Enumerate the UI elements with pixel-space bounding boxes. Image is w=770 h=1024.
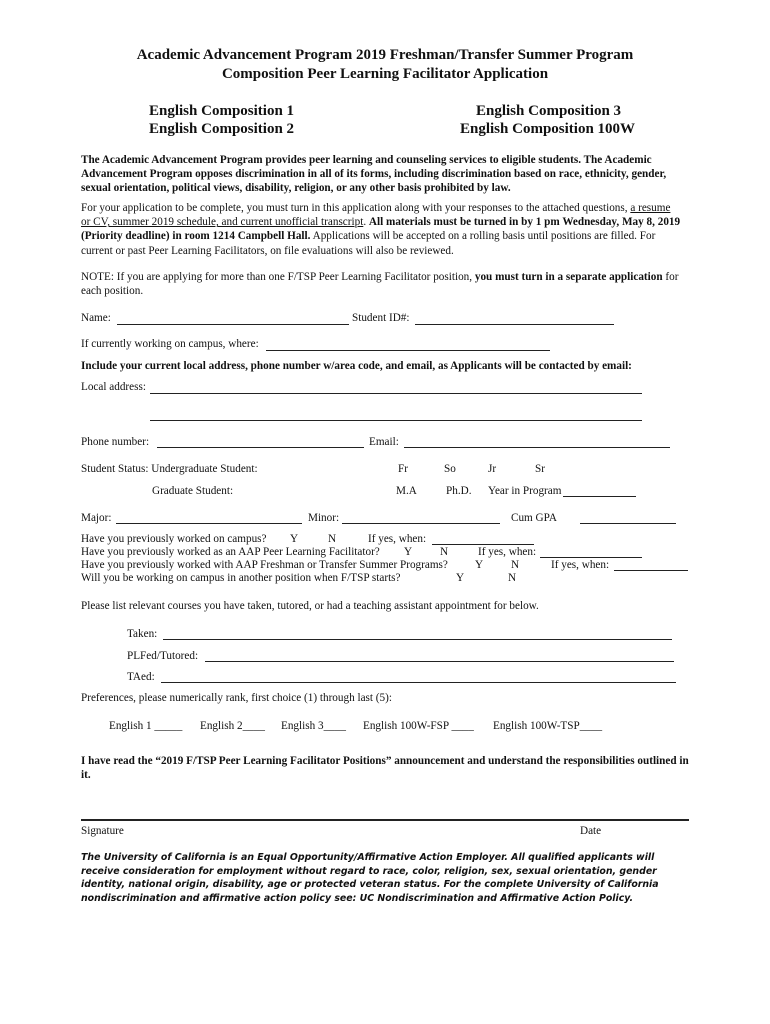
grad-option-ma[interactable]: M.A <box>396 485 417 497</box>
major-label: Major: <box>81 512 112 524</box>
page-subtitle: Composition Peer Learning Facilitator Application <box>221 66 549 82</box>
acknowledgement: I have read the “2019 F/TSP Peer Learning Facilitator Positions” announcement and understand the responsibilities outlined in it. <box>81 755 689 782</box>
phone-label: Phone number: <box>81 436 150 448</box>
preferences-prompt: Preferences, please numerically rank, first choice (1) through last (5): <box>81 692 392 704</box>
course-english-2: English Composition 2 <box>149 121 295 137</box>
q1-yes[interactable]: Y <box>290 533 299 545</box>
q1-no[interactable]: N <box>328 533 337 545</box>
q2-when-field[interactable] <box>540 557 642 558</box>
q1-when-field[interactable] <box>432 544 534 545</box>
grad-option-phd[interactable]: Ph.D. <box>446 485 472 497</box>
working-campus-field[interactable] <box>266 350 550 351</box>
student-status-label: Student Status: Undergraduate Student: <box>81 463 258 475</box>
pref-english-100w-fsp[interactable]: English 100W-FSP ____ <box>363 720 474 732</box>
local-address-field-line2[interactable] <box>150 420 642 421</box>
status-option-so[interactable]: So <box>444 463 456 475</box>
plfed-field[interactable] <box>205 661 674 662</box>
year-in-program-field[interactable] <box>563 496 636 497</box>
taed-field[interactable] <box>161 682 676 683</box>
cum-gpa-label: Cum GPA <box>511 512 557 524</box>
taken-label: Taken: <box>127 628 158 640</box>
q2-when-label: If yes, when: <box>478 546 537 558</box>
major-field[interactable] <box>116 523 302 524</box>
question-aap-summer: Have you previously worked with AAP Freshman or Transfer Summer Programs? <box>81 559 448 571</box>
courses-prompt: Please list relevant courses you have taken, tutored, or had a teaching assistant appointment for below. <box>81 600 539 612</box>
phone-field[interactable] <box>157 447 364 448</box>
q3-when-field[interactable] <box>614 570 688 571</box>
pref-english-1[interactable]: English 1 _____ <box>109 720 183 732</box>
year-in-program-label: Year in Program <box>488 485 562 497</box>
taed-label: TAed: <box>127 671 155 683</box>
q4-yes[interactable]: Y <box>456 572 465 584</box>
question-other-position: Will you be working on campus in another position when F/TSP starts? <box>81 572 401 584</box>
q4-no[interactable]: N <box>508 572 517 584</box>
date-label: Date <box>580 825 602 837</box>
name-label: Name: <box>81 312 111 324</box>
course-english-3: English Composition 3 <box>476 103 622 119</box>
student-id-field[interactable] <box>415 324 614 325</box>
cum-gpa-field[interactable] <box>580 523 676 524</box>
student-id-label: Student ID#: <box>352 312 410 324</box>
pref-english-100w-tsp[interactable]: English 100W-TSP____ <box>493 720 603 732</box>
local-address-label: Local address: <box>81 381 146 393</box>
page-title: Academic Advancement Program 2019 Freshman/Transfer Summer Program <box>136 47 634 63</box>
minor-label: Minor: <box>308 512 340 524</box>
q3-when-label: If yes, when: <box>551 559 610 571</box>
q2-no[interactable]: N <box>440 546 449 558</box>
signature-line[interactable] <box>81 819 689 821</box>
taken-field[interactable] <box>163 639 672 640</box>
note-paragraph: NOTE: If you are applying for more than one F/TSP Peer Learning Facilitator position, you must turn in a separate application for each position. <box>81 271 679 298</box>
status-option-fr[interactable]: Fr <box>398 463 408 475</box>
local-address-field[interactable] <box>150 393 642 394</box>
q2-yes[interactable]: Y <box>404 546 413 558</box>
plfed-label: PLFed/Tutored: <box>127 650 199 662</box>
course-english-1: English Composition 1 <box>149 103 295 119</box>
question-worked-campus: Have you previously worked on campus? <box>81 533 267 545</box>
q3-yes[interactable]: Y <box>475 559 484 571</box>
contact-instruction: Include your current local address, phone number w/area code, and email, as Applicants will be contacted by email: <box>81 360 632 372</box>
email-label: Email: <box>369 436 399 448</box>
name-field[interactable] <box>117 324 349 325</box>
status-option-sr[interactable]: Sr <box>535 463 545 475</box>
signature-label: Signature <box>81 825 124 837</box>
status-option-jr[interactable]: Jr <box>488 463 497 475</box>
working-campus-label: If currently working on campus, where: <box>81 338 259 350</box>
minor-field[interactable] <box>342 523 500 524</box>
q3-no[interactable]: N <box>511 559 520 571</box>
question-aap-plf: Have you previously worked as an AAP Peer Learning Facilitator? <box>81 546 380 558</box>
instructions-paragraph: For your application to be complete, you must turn in this application along with your responses to the attached questions, a resume or CV, summer 2019 schedule, and current unofficial transcript. All materials must be turned in by 1 pm Wednesday, May 8, 2019 (Priority deadline) in room 1214 Campbell Hall. Applications will be accepted on a rolling basis until positions are filled. For current or past Peer Learning Facilitators, on file evaluations will also be reviewed. <box>81 202 681 257</box>
q1-when-label: If yes, when: <box>368 533 427 545</box>
eeo-statement: The University of California is an Equal Opportunity/Affirmative Action Employer. All qualified applicants will receive consideration for employment without regard to race, color, religion, sex, sexual orientation, gender identity, national origin, disability, age or protected veteran status. For the complete University of California nondiscrimination and affirmative action policy see: UC Nondiscrimination and Affirmative Action Policy. <box>81 852 659 904</box>
course-english-100w: English Composition 100W <box>460 121 636 137</box>
intro-paragraph: The Academic Advancement Program provides peer learning and counseling services to eligible students. The Academic Advancement Program opposes discrimination in all of its forms, including discrimination based on race, ethnicity, gender, sexual orientation, political views, disability, religion, or any other basis prohibited by law. <box>81 154 667 195</box>
pref-english-3[interactable]: English 3____ <box>281 720 346 732</box>
graduate-student-label: Graduate Student: <box>152 485 234 497</box>
pref-english-2[interactable]: English 2____ <box>200 720 265 732</box>
email-field[interactable] <box>404 447 670 448</box>
